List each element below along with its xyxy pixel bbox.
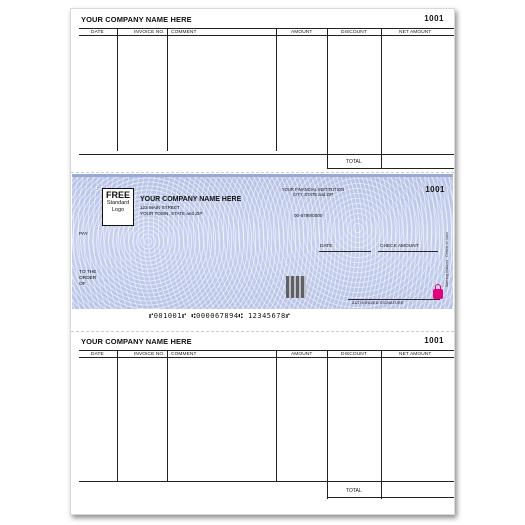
column-divider (167, 29, 168, 151)
col-header-comment: COMMENT (171, 30, 197, 35)
authorized-signature-label: AUTHORIZED SIGNATURE (352, 301, 404, 305)
padlock-icon (433, 289, 443, 299)
stub-check-number: 1001 (424, 336, 444, 345)
bottom-voucher-stub (71, 331, 454, 514)
total-label: TOTAL (346, 159, 362, 165)
column-divider (117, 351, 118, 482)
header-underline (79, 357, 454, 358)
table-bottom-line (79, 481, 454, 482)
stub-check-number: 1001 (424, 14, 444, 23)
order-label: ORDER (79, 276, 97, 281)
col-header-date: DATE (91, 352, 104, 357)
check-sheet (70, 8, 455, 515)
voucher-table (79, 28, 454, 170)
pay-label: PAY (79, 232, 88, 237)
logo-free-text: FREE (105, 190, 130, 200)
signature-line (348, 299, 440, 300)
col-header-amount: AMOUNT (291, 352, 313, 357)
col-header-invoice: INVOICE NO. (134, 30, 165, 35)
total-line (327, 497, 454, 498)
check-address-city: YOUR TOWN, STATE and ZIP (140, 211, 203, 216)
total-label: TOTAL (346, 488, 362, 494)
bank-name: YOUR FINANCIAL INSTITUTION (281, 187, 345, 192)
check-amount-label: CHECK AMOUNT (380, 244, 419, 249)
date-label: DATE (320, 244, 333, 249)
stub-company-name: YOUR COMPANY NAME HERE (81, 337, 192, 346)
of-label: OF (79, 282, 86, 287)
perforation-line (71, 172, 454, 173)
column-divider (167, 351, 168, 482)
stub-company-name: YOUR COMPANY NAME HERE (81, 15, 192, 24)
to-the-label: TO THE (79, 270, 97, 275)
col-header-amount: AMOUNT (291, 30, 313, 35)
col-header-discount: DISCOUNT (341, 352, 367, 357)
header-underline (79, 35, 454, 36)
voucher-table (79, 350, 454, 501)
security-warning-text: Warning features · Details on back (445, 232, 449, 287)
col-header-net-amount: NET AMOUNT (399, 30, 432, 35)
column-divider (276, 351, 277, 482)
column-divider (117, 29, 118, 151)
micr-line: ⑈001001⑈ ⑆000067894⑆ 12345678⑈ (149, 312, 291, 320)
amount-line (378, 251, 438, 252)
top-voucher-stub (71, 9, 454, 172)
column-divider (381, 351, 382, 499)
column-divider (381, 29, 382, 169)
column-divider (276, 29, 277, 151)
fractional-routing: 00-6789/0000 (294, 213, 323, 218)
check-company-name: YOUR COMPANY NAME HERE (140, 196, 242, 203)
logo-standard-text: Standard (106, 200, 130, 206)
check-body (72, 174, 453, 309)
col-header-discount: DISCOUNT (341, 30, 367, 35)
col-header-net-amount: NET AMOUNT (399, 352, 432, 357)
column-divider (327, 351, 328, 499)
total-line (327, 168, 454, 169)
col-header-invoice: INVOICE NO. (134, 352, 165, 357)
col-header-date: DATE (91, 30, 104, 35)
check-number: 1001 (425, 185, 445, 194)
company-logo-placeholder (102, 188, 134, 226)
table-bottom-line (79, 154, 454, 155)
logo-logo-text: Logo (111, 206, 125, 213)
col-header-comment: COMMENT (171, 352, 197, 357)
check-address-street: 123 MAIN STREET (140, 205, 180, 210)
date-line (319, 251, 371, 252)
bank-city: CITY, STATE and ZIP (292, 192, 334, 197)
column-divider (327, 29, 328, 169)
security-seal-graphic (286, 276, 306, 298)
